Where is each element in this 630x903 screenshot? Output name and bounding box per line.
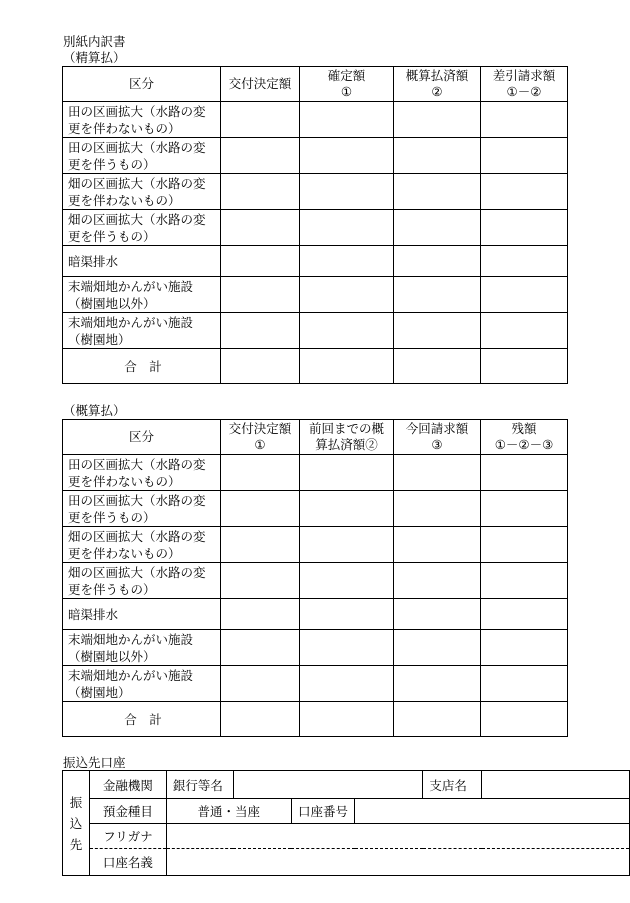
amount-cell[interactable] [221, 491, 300, 527]
bank-account-table [62, 770, 630, 876]
amount-cell[interactable] [221, 102, 300, 138]
table-row [63, 174, 568, 210]
table-row [63, 313, 568, 349]
amount-cell[interactable] [481, 313, 568, 349]
amount-cell[interactable] [221, 210, 300, 246]
column-header: 交付決定額 ① [221, 420, 300, 455]
amount-cell[interactable] [221, 455, 300, 491]
total-amount-cell[interactable] [394, 702, 481, 737]
amount-cell[interactable] [221, 313, 300, 349]
row-category: 田の区画拡大（水路の変 更を伴わないもの） [63, 455, 221, 491]
amount-cell[interactable] [300, 455, 394, 491]
table-row [63, 563, 568, 599]
total-row [63, 349, 568, 384]
row-category: 末端畑地かんがい施設 （樹園地以外） [63, 277, 221, 313]
table-header-row [63, 420, 568, 455]
amount-cell[interactable] [394, 138, 481, 174]
amount-cell[interactable] [300, 563, 394, 599]
total-amount-cell[interactable] [481, 702, 568, 737]
amount-cell[interactable] [300, 599, 394, 630]
amount-cell[interactable] [394, 599, 481, 630]
row-category: 末端畑地かんがい施設 （樹園地） [63, 666, 221, 702]
amount-cell[interactable] [221, 666, 300, 702]
account-number-label: 口座番号 [291, 799, 355, 824]
row-category: 暗渠排水 [63, 246, 221, 277]
total-amount-cell[interactable] [221, 702, 300, 737]
bank-name-label: 銀行等名 [166, 771, 233, 799]
row-category: 田の区画拡大（水路の変 更を伴うもの） [63, 138, 221, 174]
amount-cell[interactable] [221, 630, 300, 666]
amount-cell[interactable] [394, 313, 481, 349]
column-header: 区分 [63, 420, 221, 455]
column-header: 前回までの概 算払済額② [300, 420, 394, 455]
amount-cell[interactable] [221, 527, 300, 563]
total-amount-cell[interactable] [394, 349, 481, 384]
account-number-field[interactable] [355, 799, 630, 824]
column-header: 差引請求額 ①－② [481, 67, 568, 102]
total-label: 合 計 [63, 349, 221, 384]
settlement-breakdown-table [62, 66, 568, 384]
row-category: 畑の区画拡大（水路の変 更を伴わないもの） [63, 527, 221, 563]
column-header: 残額 ①－②－③ [481, 420, 568, 455]
account-type-options[interactable]: 普通・当座 [166, 799, 291, 824]
section-label-bank: 振込先口座 [63, 755, 126, 770]
amount-cell[interactable] [394, 277, 481, 313]
amount-cell[interactable] [221, 246, 300, 277]
amount-cell[interactable] [394, 174, 481, 210]
column-header: 区分 [63, 67, 221, 102]
amount-cell[interactable] [221, 599, 300, 630]
amount-cell[interactable] [300, 666, 394, 702]
total-amount-cell[interactable] [300, 349, 394, 384]
row-category: 田の区画拡大（水路の変 更を伴わないもの） [63, 102, 221, 138]
amount-cell[interactable] [221, 174, 300, 210]
document-title: 別紙内訳書 [63, 34, 126, 49]
table-row [63, 246, 568, 277]
bank-side-label [63, 771, 90, 876]
amount-cell[interactable] [481, 630, 568, 666]
amount-cell[interactable] [394, 630, 481, 666]
row-category: 田の区画拡大（水路の変 更を伴うもの） [63, 491, 221, 527]
holder-label: 口座名義 [89, 849, 166, 876]
amount-cell[interactable] [481, 246, 568, 277]
amount-cell[interactable] [394, 246, 481, 277]
amount-cell[interactable] [481, 527, 568, 563]
table-row [63, 491, 568, 527]
total-row [63, 702, 568, 737]
amount-cell[interactable] [300, 527, 394, 563]
estimate-breakdown-table [62, 419, 568, 737]
bank-side-text: 振 込 先 [69, 794, 83, 852]
amount-cell[interactable] [300, 246, 394, 277]
row-category: 暗渠排水 [63, 599, 221, 630]
amount-cell[interactable] [221, 277, 300, 313]
amount-cell[interactable] [481, 563, 568, 599]
amount-cell[interactable] [300, 313, 394, 349]
table-row [63, 630, 568, 666]
column-header: 交付決定額 [221, 67, 300, 102]
table-header-row [63, 67, 568, 102]
amount-cell[interactable] [221, 563, 300, 599]
amount-cell[interactable] [394, 210, 481, 246]
amount-cell[interactable] [300, 491, 394, 527]
holder-field[interactable] [166, 849, 629, 876]
table-row [63, 666, 568, 702]
row-category: 畑の区画拡大（水路の変 更を伴わないもの） [63, 174, 221, 210]
total-amount-cell[interactable] [221, 349, 300, 384]
row-category: 畑の区画拡大（水路の変 更を伴うもの） [63, 210, 221, 246]
amount-cell[interactable] [300, 210, 394, 246]
institution-label: 金融機関 [89, 771, 166, 799]
table-row [63, 527, 568, 563]
section-label-settlement: （精算払） [63, 50, 126, 65]
amount-cell[interactable] [481, 210, 568, 246]
amount-cell[interactable] [481, 138, 568, 174]
amount-cell[interactable] [394, 666, 481, 702]
column-header: 概算払済額 ② [394, 67, 481, 102]
amount-cell[interactable] [394, 102, 481, 138]
table-row [63, 138, 568, 174]
amount-cell[interactable] [481, 455, 568, 491]
amount-cell[interactable] [481, 277, 568, 313]
amount-cell[interactable] [394, 455, 481, 491]
amount-cell[interactable] [300, 174, 394, 210]
bank-name-field[interactable] [233, 771, 423, 799]
total-amount-cell[interactable] [300, 702, 394, 737]
total-amount-cell[interactable] [481, 349, 568, 384]
amount-cell[interactable] [300, 102, 394, 138]
amount-cell[interactable] [481, 599, 568, 630]
amount-cell[interactable] [300, 138, 394, 174]
amount-cell[interactable] [300, 630, 394, 666]
row-category: 畑の区画拡大（水路の変 更を伴うもの） [63, 563, 221, 599]
amount-cell[interactable] [481, 666, 568, 702]
amount-cell[interactable] [394, 563, 481, 599]
branch-field[interactable] [482, 771, 630, 799]
amount-cell[interactable] [300, 277, 394, 313]
total-label: 合 計 [63, 702, 221, 737]
row-category: 末端畑地かんがい施設 （樹園地以外） [63, 630, 221, 666]
table-row [63, 102, 568, 138]
amount-cell[interactable] [481, 174, 568, 210]
table-row [63, 277, 568, 313]
table-row [63, 210, 568, 246]
section-label-estimate: （概算払） [63, 403, 126, 418]
amount-cell[interactable] [394, 527, 481, 563]
row-category: 末端畑地かんがい施設 （樹園地） [63, 313, 221, 349]
amount-cell[interactable] [394, 491, 481, 527]
amount-cell[interactable] [221, 138, 300, 174]
table-row [63, 455, 568, 491]
furigana-label: フリガナ [89, 824, 166, 849]
amount-cell[interactable] [481, 102, 568, 138]
branch-label: 支店名 [423, 771, 482, 799]
furigana-field[interactable] [166, 824, 629, 849]
table-row [63, 599, 568, 630]
amount-cell[interactable] [481, 491, 568, 527]
column-header: 今回請求額 ③ [394, 420, 481, 455]
account-type-label: 預金種目 [89, 799, 166, 824]
column-header: 確定額 ① [300, 67, 394, 102]
